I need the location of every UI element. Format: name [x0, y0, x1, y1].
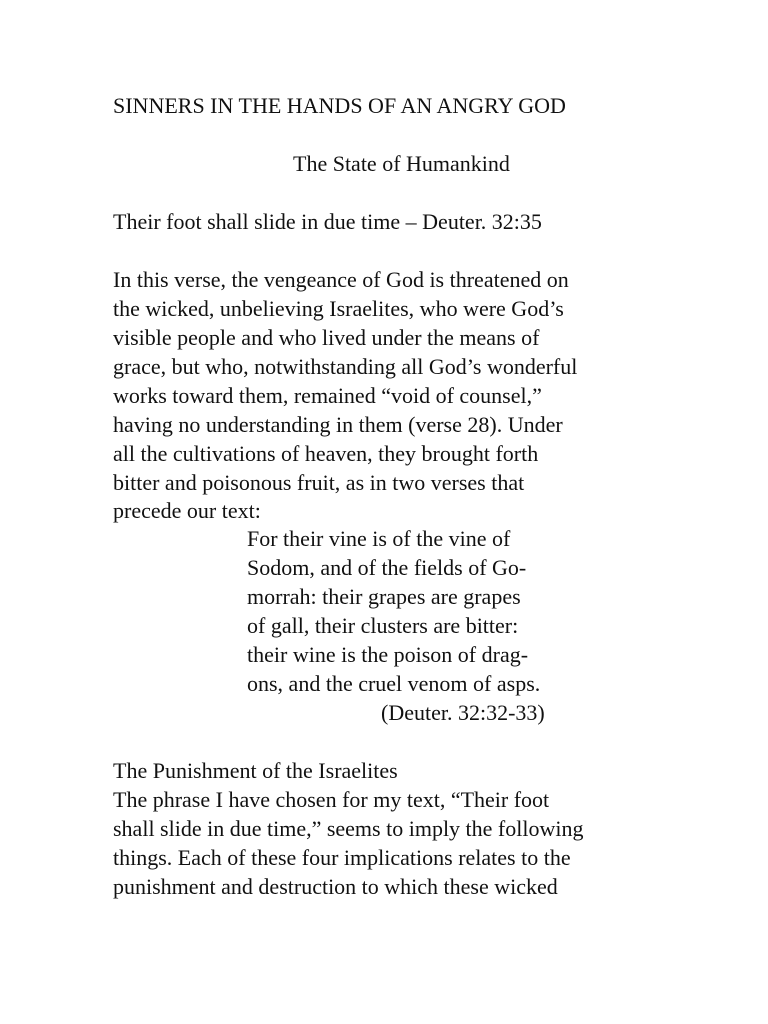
quote-line: morrah: their grapes are grapes: [247, 584, 521, 609]
quote-line: For their vine is of the vine of: [247, 526, 511, 551]
section-heading: The Punishment of the Israelites: [113, 758, 398, 783]
quote-line: ons, and the cruel venom of asps.: [247, 671, 541, 696]
paragraph-line: works toward them, remained “void of counsel,”: [113, 383, 542, 408]
scripture-text-reference: Their foot shall slide in due time – Deuter. 32:35: [113, 209, 542, 234]
paragraph-line: punishment and destruction to which these wicked: [113, 874, 558, 899]
paragraph-line: shall slide in due time,” seems to imply the following: [113, 816, 584, 841]
paragraph-line: visible people and who lived under the means of: [113, 325, 540, 350]
quote-line: their wine is the poison of drag-: [247, 642, 529, 667]
paragraph-line: bitter and poisonous fruit, as in two verses that: [113, 470, 525, 495]
quote-citation: (Deuter. 32:32-33): [381, 700, 545, 725]
paragraph-line: The phrase I have chosen for my text, “Their foot: [113, 787, 550, 812]
paragraph-line: In this verse, the vengeance of God is threatened on: [113, 267, 569, 292]
paragraph-line: things. Each of these four implications relates to the: [113, 845, 571, 870]
quote-line: Sodom, and of the fields of Go-: [247, 555, 527, 580]
paragraph-line: the wicked, unbelieving Israelites, who were God’s: [113, 296, 564, 321]
paragraph-line: precede our text:: [113, 498, 261, 523]
quote-line: of gall, their clusters are bitter:: [247, 613, 519, 638]
document-title: SINNERS IN THE HANDS OF AN ANGRY GOD: [113, 93, 566, 118]
paragraph-line: all the cultivations of heaven, they brought forth: [113, 441, 539, 466]
paragraph-line: having no understanding in them (verse 28). Under: [113, 412, 563, 437]
document-subtitle: The State of Humankind: [293, 151, 510, 176]
paragraph-line: grace, but who, notwithstanding all God’s wonderful: [113, 354, 578, 379]
